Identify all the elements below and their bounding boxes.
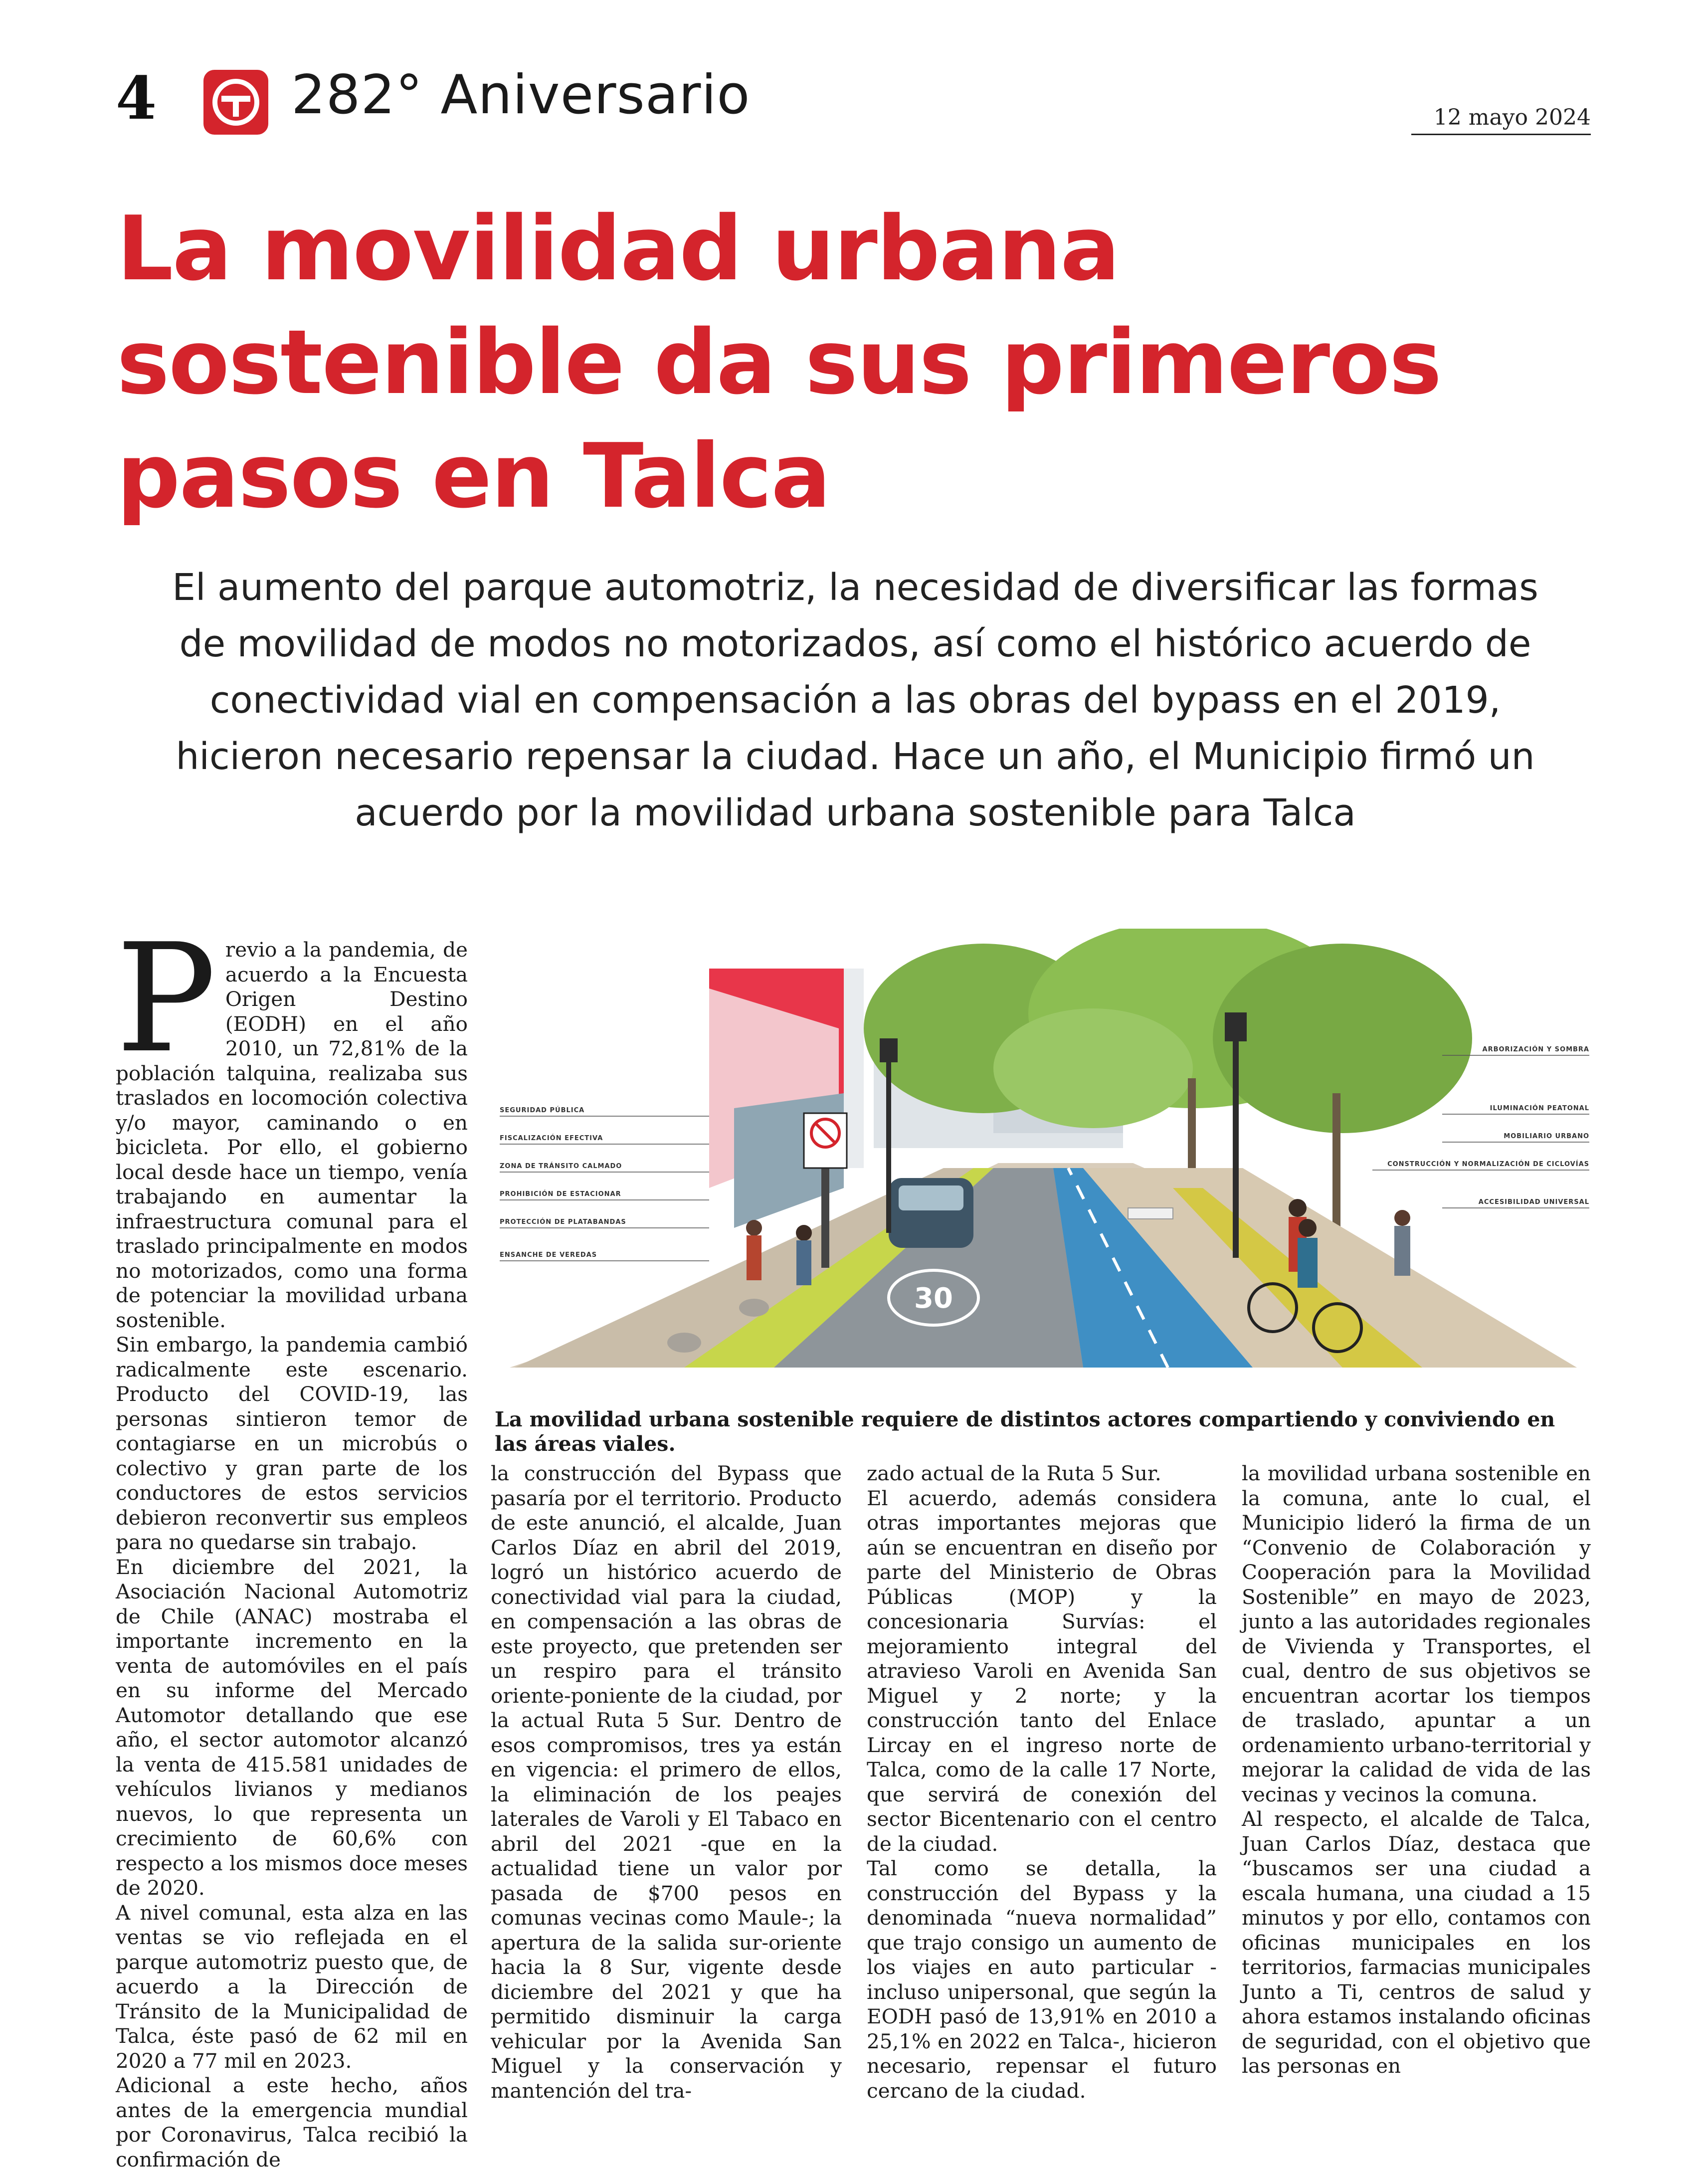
paragraph: En diciembre del 2021, la Asociación Nacional Automotriz de Chile (ANAC) mostraba el importante incremento en la venta de automóviles en el país en su informe del Mercado Automotor detallando que ese año, el sector automotor alcanzó la venta de 415.581 unidades de vehículos livianos y medianos nuevos, lo que representa un crecimiento de 60,6% con respecto a los mismos doce meses de 2020. [116,1555,468,1900]
label-mobiliario: MOBILIARIO URBANO [1504,1133,1589,1140]
body-column-2 [491,1461,842,2103]
body-column-3 [867,1461,1217,2103]
paragraph: revio a la pandemia, de acuerdo a la Encuesta Origen Destino (EODH) en el año 2010, un 72,81% de la población talquina, realizaba sus traslados en locomoción colectiva y/o mayor, caminando o en bicicleta. Por ello, el gobierno local desde hace un tiempo, venía trabajando en aumentar la infraestructura comunal para el traslado principalmente en modos no motorizados, como una forma de potenciar la movilidad urbana sostenible. [116,938,468,1332]
image-caption: La movilidad urbana sostenible requiere de distintos actores compartiendo y conviviendo en las áreas viales. [495,1407,1555,1456]
label-proteccion: PROTECCIÓN DE PLATABANDAS [500,1218,626,1226]
headline: La movilidad urbana sostenible da sus primeros pasos en Talca [117,197,1441,528]
paragraph: Sin embargo, la pandemia cambió radicalmente este escenario. Producto del COVID-19, las personas sintieron temor de contagiarse en un microbús o colectivo y gran parte de los conductores de estos servicios debieron reconvertir sus empleos para no quedarse sin trabajo. [116,1333,468,1554]
body-column-4 [1242,1461,1591,2079]
label-prohibicion: PROHIBICIÓN DE ESTACIONAR [500,1190,621,1198]
paragraph: la movilidad urbana sostenible en la comuna, ante lo cual, el Municipio lideró la firma de un “Convenio de Colaboración y Cooperación para la Movilidad Sostenible” en mayo de 2023, junto a las autoridades regionales de Vivienda y Transportes, el cual, dentro de sus objetivos se encuentran acortar los tiempos de traslado, apuntar a un ordenamiento urbano-territorial y mejorar la calidad de vida de las vecinas y vecinos la comuna. [1242,1461,1591,1806]
road-speed-marking: 30 [914,1282,953,1315]
section-title: 282° Aniversario [291,64,751,126]
diario-talca-logo-icon [203,70,268,135]
label-zona-transito: ZONA DE TRÁNSITO CALMADO [500,1163,622,1170]
label-seguridad-publica: SEGURIDAD PÚBLICA [500,1107,585,1114]
label-fiscalizacion: FISCALIZACIÓN EFECTIVA [500,1135,603,1142]
label-iluminacion: ILUMINACIÓN PEATONAL [1490,1105,1589,1112]
issue-date: 12 mayo 2024 [1433,105,1591,130]
paragraph: Tal como se detalla, la construcción del Bypass y la denominada “nueva normalidad” que trajo consigo un aumento de los viajes en auto particular -incluso unipersonal, que según la EODH pasó de 13,91% en 2010 a 25,1% en 2022 en Talca-, hicieron necesario, repensar el futuro cercano de la ciudad. [867,1856,1217,2103]
label-accesibilidad: ACCESIBILIDAD UNIVERSAL [1478,1198,1589,1206]
paragraph: A nivel comunal, esta alza en las ventas se vio reflejada en el parque automotriz puesto que, de acuerdo a la Dirección de Tránsito de la Municipalidad de Talca, éste pasó de 62 mil en 2020 a 77 mil en 2023. [116,1900,468,2073]
dropcap: P [116,912,216,1086]
street-illustration [495,929,1594,1378]
paragraph: la construcción del Bypass que pasaría por el territorio. Producto de este anunció, el alcalde, Juan Carlos Díaz en abril del 2019, logró un histórico acuerdo de conectividad vial para la ciudad, en compensación a las obras de este proyecto, que pretenden ser un respiro para el tránsito oriente-poniente de la ciudad, por la actual Ruta 5 Sur. Dentro de esos compromisos, tres ya están en vigencia: el primero de ellos, la eliminación de los peajes laterales de Varoli y El Tabaco en abril del 2021 -que en la actualidad tiene un valor por pasada de $700 pesos en comunas vecinas como Maule-; la apertura de la salida sur-oriente hacia la 8 Sur, vigente desde diciembre del 2021 y que ha permitido disminuir la carga vehicular por la Avenida San Miguel y la conservación y mantención del tra- [491,1461,842,2103]
paragraph: Adicional a este hecho, años antes de la emergencia mundial por Coronavirus, Talca recibió la confirmación de [116,2073,468,2172]
paragraph: Al respecto, el alcalde de Talca, Juan Carlos Díaz, destaca que “buscamos ser una ciudad a escala humana, una ciudad a 15 minutos y por ello, contamos con oficinas municipales en los territorios, farmacias municipales Junto a Ti, centros de salud y ahora estamos instalando oficinas de seguridad, con el objetivo que las personas en [1242,1807,1591,2078]
label-ensanche: ENSANCHE DE VEREDAS [500,1251,597,1259]
article-deck: El aumento del parque automotriz, la necesidad de diversificar las formas de movilidad de modos no motorizados, así como el histórico acuerdo de conectividad vial en compensación a las obras del bypass en el 2019, hicieron necesario repensar la ciudad. Hace un año, el Municipio firmó un acuerdo por la movilidad urbana sostenible para Talca [172,566,1538,834]
label-ciclovias: CONSTRUCCIÓN Y NORMALIZACIÓN DE CICLOVÍAS [1387,1161,1589,1168]
date-rule [1411,134,1591,135]
paragraph: zado actual de la Ruta 5 Sur. [867,1461,1161,1485]
paragraph: El acuerdo, además considera otras importantes mejoras que aún se encuentran en diseño por parte del Ministerio de Obras Públicas (MOP) y la concesionaria Survías: el mejoramiento integral del atravieso Varoli en Avenida San Miguel y 2 norte; y la construcción tanto del Enlace Lircay en el ingreso norte de Talca, como de la calle 17 Norte, que servirá de conexión del sector Bicentenario con el centro de la ciudad. [867,1486,1217,1856]
page-number: 4 [116,63,157,133]
body-column-1 [116,912,468,2172]
label-arborizacion: ARBORIZACIÓN Y SOMBRA [1482,1046,1589,1053]
